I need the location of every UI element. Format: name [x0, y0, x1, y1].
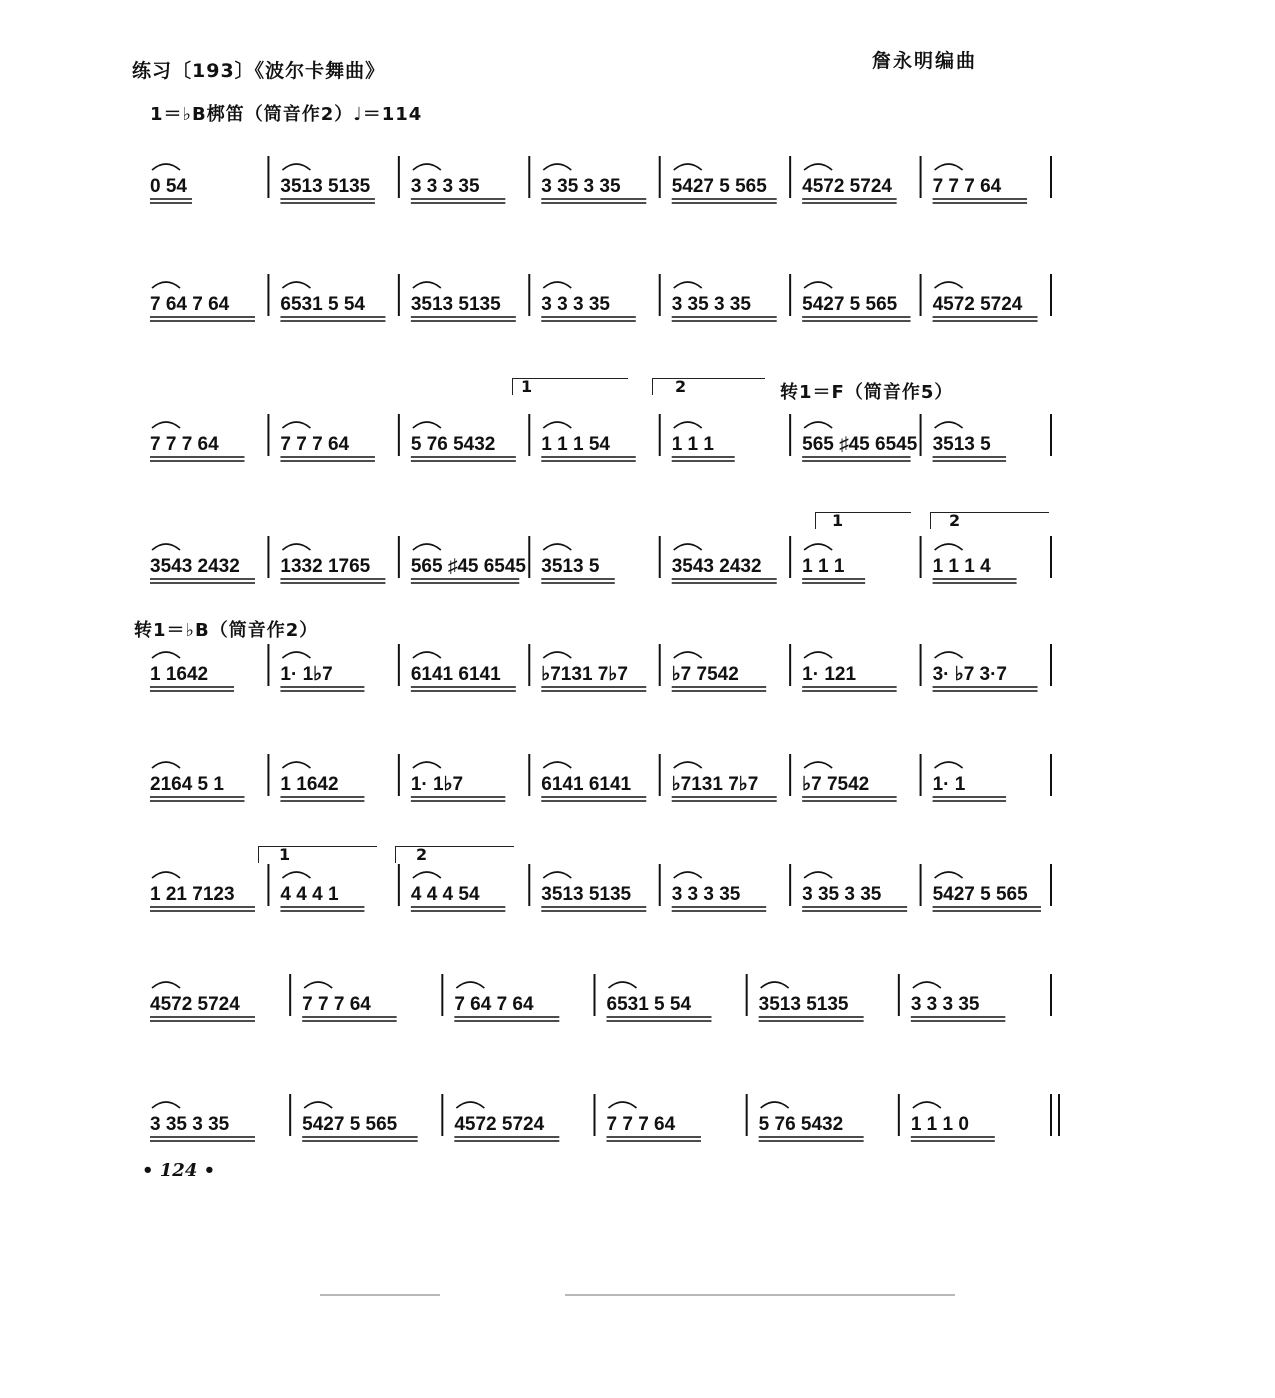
measure-notes: 3543 2432 — [671, 556, 762, 577]
slur-mark — [761, 1102, 789, 1108]
measure-notes: 7 7 7 64 — [280, 434, 350, 455]
page-number: • 124 • — [142, 1160, 216, 1181]
score-system — [0, 748, 1275, 808]
measure-notes: 1 21 7123 — [150, 884, 235, 905]
measure-notes: 7 7 7 64 — [302, 994, 371, 1015]
slur-mark — [913, 1102, 941, 1108]
slur-mark — [543, 762, 571, 768]
arranger-credit: 詹永明编曲 — [872, 50, 978, 72]
volta-bracket: 2 — [930, 512, 1049, 529]
modulation-marking-bb: 转1＝♭B（筒音作2） — [134, 620, 319, 641]
measure-notes: ♭7131 7♭7 — [671, 774, 759, 795]
measure-notes: 1 1642 — [280, 774, 339, 795]
scan-artifact — [565, 1294, 955, 1296]
measure-notes: 1332 1765 — [280, 556, 371, 577]
score-system — [0, 858, 1275, 918]
measure-notes: 4572 5724 — [454, 1114, 545, 1135]
measure-notes: 6141 6141 — [541, 774, 632, 795]
measure-notes: 0 54 — [150, 176, 187, 197]
score-system — [0, 968, 1275, 1028]
measure-notes: 7 64 7 64 — [454, 994, 534, 1015]
slur-mark — [152, 282, 180, 288]
slur-mark — [804, 282, 832, 288]
measure-notes: 7 7 7 64 — [932, 176, 1002, 197]
score-system — [0, 408, 1275, 468]
score-system — [0, 268, 1275, 328]
measure-notes: 1· 1♭7 — [280, 664, 333, 685]
slur-mark — [935, 652, 963, 658]
measure-notes: 3 3 3 35 — [671, 884, 741, 905]
measure-notes: 565 ♯45 6545 — [410, 556, 527, 577]
measure-notes: 6531 5 54 — [280, 294, 365, 315]
slur-mark — [761, 982, 789, 988]
slur-mark — [413, 762, 441, 768]
measure-notes: 6141 6141 — [410, 664, 501, 685]
slur-mark — [804, 652, 832, 658]
slur-mark — [413, 544, 441, 550]
slur-mark — [543, 544, 571, 550]
slur-mark — [152, 1102, 180, 1108]
slur-mark — [935, 544, 963, 550]
measure-notes: 1 1642 — [150, 664, 209, 685]
slur-mark — [935, 762, 963, 768]
measure-notes: 5427 5 565 — [802, 294, 898, 315]
volta-bracket: 2 — [652, 378, 765, 395]
measure-notes: 3 3 3 35 — [410, 176, 480, 197]
slur-mark — [152, 762, 180, 768]
slur-mark — [282, 544, 310, 550]
measure-notes: 4 4 4 54 — [410, 884, 480, 905]
slur-mark — [935, 422, 963, 428]
score-system — [0, 638, 1275, 698]
measure-notes: 1 1 1 4 — [932, 556, 991, 577]
slur-mark — [609, 1102, 637, 1108]
slur-mark — [282, 762, 310, 768]
volta-bracket: 1 — [258, 846, 377, 863]
measure-notes: 1 1 1 — [802, 556, 845, 577]
slur-mark — [413, 282, 441, 288]
slur-mark — [674, 872, 702, 878]
slur-mark — [609, 982, 637, 988]
measure-notes: 3 35 3 35 — [671, 294, 751, 315]
measure-notes: ♭7 7542 — [671, 664, 739, 685]
measure-notes: ♭7 7542 — [802, 774, 870, 795]
volta-bracket: 2 — [395, 846, 514, 863]
measure-notes: 1· 1 — [932, 774, 966, 795]
measure-notes: 5 76 5432 — [410, 434, 496, 455]
slur-mark — [804, 164, 832, 170]
modulation-marking-f: 转1＝F（筒音作5） — [780, 382, 954, 403]
measure-notes: 3513 5135 — [280, 176, 371, 197]
measure-notes: 5 76 5432 — [758, 1114, 844, 1135]
measure-notes: 7 64 7 64 — [150, 294, 230, 315]
measure-notes: 6531 5 54 — [606, 994, 692, 1015]
slur-mark — [456, 982, 484, 988]
slur-mark — [152, 982, 180, 988]
exercise-title: 练习〔193〕《波尔卡舞曲》 — [132, 60, 386, 82]
measure-notes: 3 35 3 35 — [150, 1114, 230, 1135]
measure-notes: 3 35 3 35 — [802, 884, 882, 905]
measure-notes: 1 1 1 — [671, 434, 714, 455]
measure-notes: 1 1 1 54 — [541, 434, 610, 455]
measure-notes: 3 35 3 35 — [541, 176, 621, 197]
slur-mark — [674, 282, 702, 288]
measure-notes: 1 1 1 0 — [910, 1114, 969, 1135]
measure-notes: 3513 5 — [932, 434, 991, 455]
measure-notes: 4 4 4 1 — [280, 884, 339, 905]
volta-bracket: 1 — [512, 378, 628, 395]
scan-artifact — [320, 1294, 440, 1296]
slur-mark — [674, 422, 702, 428]
slur-mark — [152, 422, 180, 428]
slur-mark — [413, 652, 441, 658]
slur-mark — [282, 164, 310, 170]
slur-mark — [413, 422, 441, 428]
slur-mark — [282, 872, 310, 878]
measure-notes: 2164 5 1 — [150, 774, 224, 795]
measure-notes: 4572 5724 — [150, 994, 240, 1015]
slur-mark — [282, 422, 310, 428]
volta-bracket: 1 — [815, 512, 911, 529]
measure-notes: 3· ♭7 3·7 — [932, 664, 1008, 685]
slur-mark — [543, 652, 571, 658]
slur-mark — [804, 872, 832, 878]
measure-notes: 3543 2432 — [150, 556, 240, 577]
slur-mark — [282, 652, 310, 658]
score-system — [0, 530, 1275, 590]
slur-mark — [674, 544, 702, 550]
key-tempo-marking: 1＝♭B梆笛（筒音作2）♩＝114 — [150, 104, 423, 125]
measure-notes: 3 3 3 35 — [910, 994, 980, 1015]
measure-notes: 3513 5135 — [758, 994, 849, 1015]
slur-mark — [935, 164, 963, 170]
measure-notes: 5427 5 565 — [302, 1114, 398, 1135]
measure-notes: 5427 5 565 — [932, 884, 1028, 905]
measure-notes: 3513 5135 — [410, 294, 501, 315]
score-system — [0, 150, 1275, 210]
slur-mark — [935, 282, 963, 288]
slur-mark — [413, 164, 441, 170]
slur-mark — [543, 872, 571, 878]
measure-notes: 3 3 3 35 — [541, 294, 610, 315]
slur-mark — [674, 652, 702, 658]
slur-mark — [543, 164, 571, 170]
measure-notes: 7 7 7 64 — [606, 1114, 676, 1135]
slur-mark — [674, 164, 702, 170]
slur-mark — [913, 982, 941, 988]
measure-notes: 565 ♯45 6545 — [802, 434, 918, 455]
measure-notes: 5427 5 565 — [671, 176, 767, 197]
slur-mark — [304, 1102, 332, 1108]
slur-mark — [152, 872, 180, 878]
measure-notes: 3513 5 — [541, 556, 600, 577]
measure-notes: 1· 1♭7 — [410, 774, 464, 795]
measure-notes: ♭7131 7♭7 — [541, 664, 628, 685]
slur-mark — [152, 544, 180, 550]
slur-mark — [413, 872, 441, 878]
slur-mark — [152, 164, 180, 170]
measure-notes: 4572 5724 — [802, 176, 892, 197]
slur-mark — [456, 1102, 484, 1108]
score-system — [0, 1088, 1275, 1148]
slur-mark — [304, 982, 332, 988]
slur-mark — [804, 762, 832, 768]
measure-notes: 1· 121 — [802, 664, 857, 685]
measure-notes: 3513 5135 — [541, 884, 632, 905]
slur-mark — [935, 872, 963, 878]
slur-mark — [804, 422, 832, 428]
slur-mark — [282, 282, 310, 288]
slur-mark — [674, 762, 702, 768]
measure-notes: 7 7 7 64 — [150, 434, 219, 455]
slur-mark — [543, 282, 571, 288]
measure-notes: 4572 5724 — [932, 294, 1023, 315]
slur-mark — [152, 652, 180, 658]
slur-mark — [543, 422, 571, 428]
slur-mark — [804, 544, 832, 550]
